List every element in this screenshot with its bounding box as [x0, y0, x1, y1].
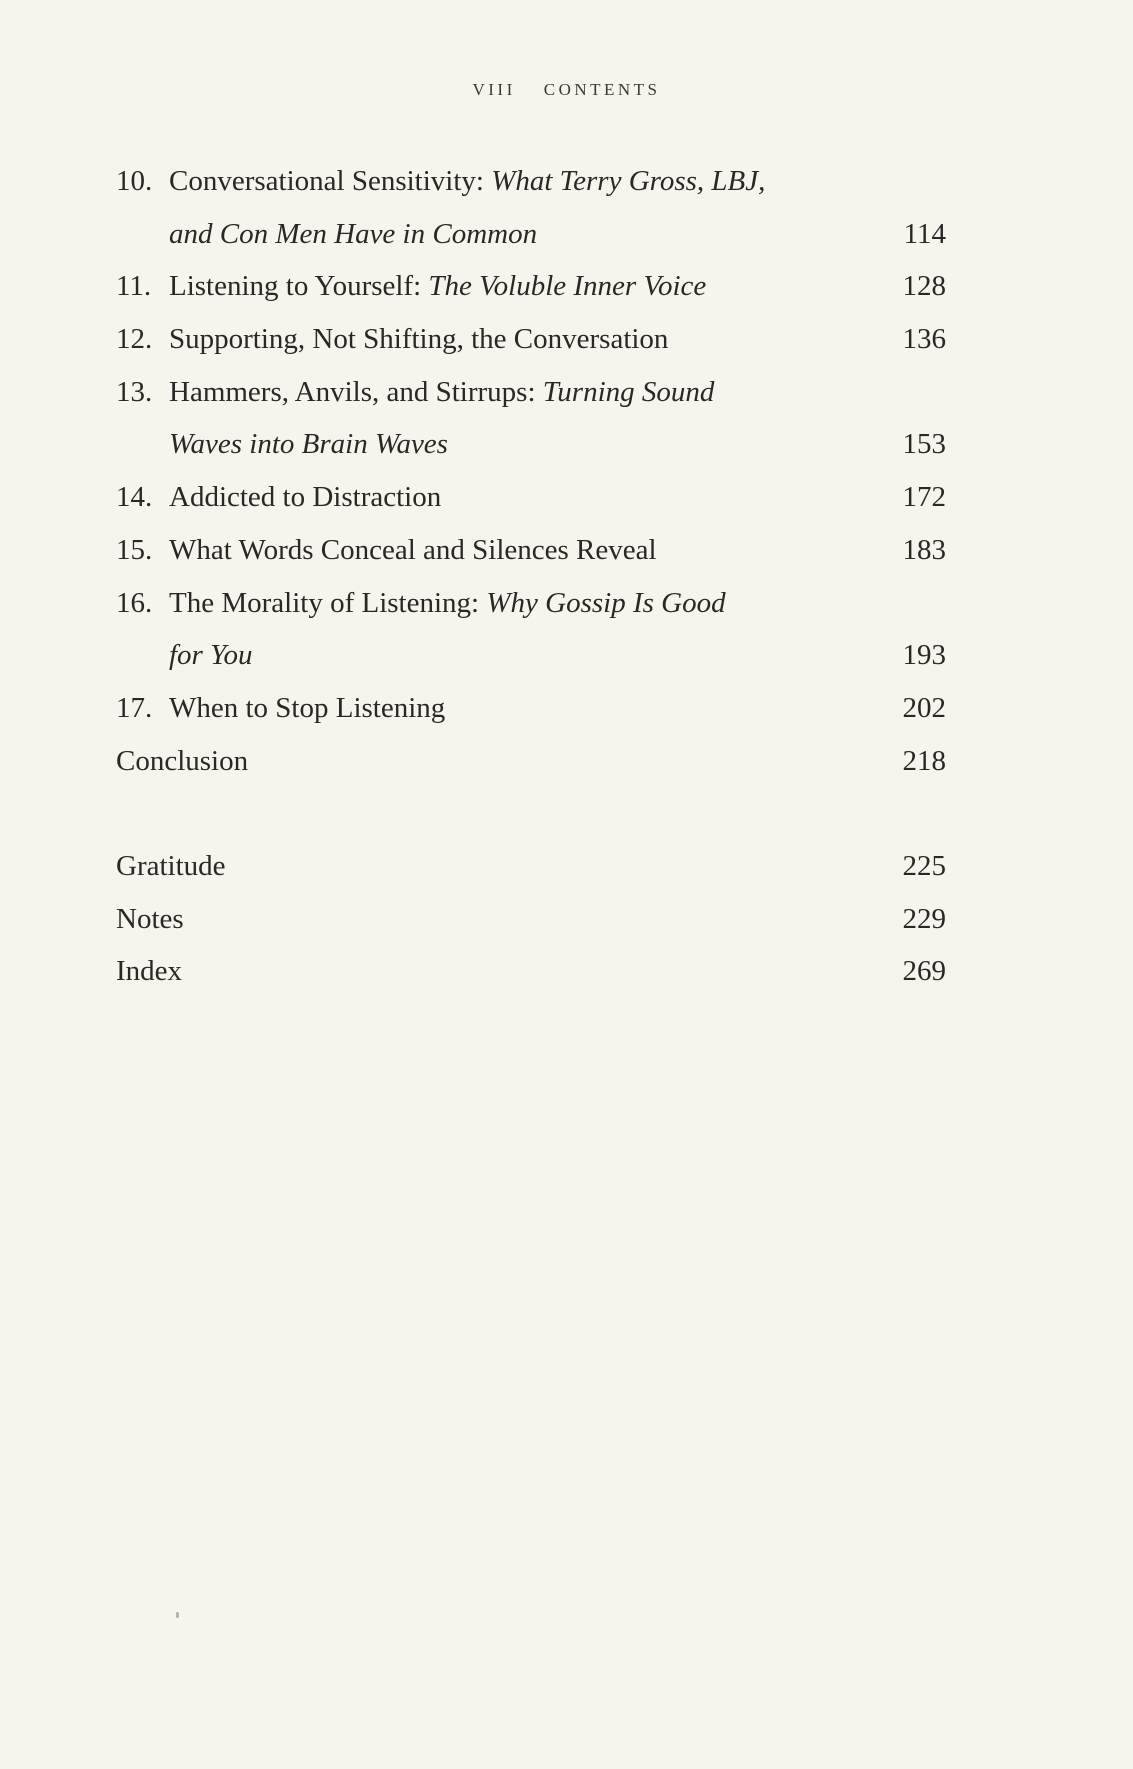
chapter-title: Supporting, Not Shifting, the Conversation	[169, 323, 669, 356]
chapter-number: 13.	[116, 375, 153, 408]
toc-entry-index	[116, 945, 946, 998]
page-number: 269	[902, 955, 946, 988]
chapter-title-continued: for You	[169, 639, 253, 672]
section-title: Notes	[116, 902, 184, 935]
page-number: 128	[902, 270, 946, 303]
page-number: 114	[903, 217, 946, 250]
chapter-title-continued: and Con Men Have in Common	[169, 217, 538, 250]
paper-speck	[176, 1612, 179, 1618]
section-title: Gratitude	[116, 849, 226, 882]
toc-entry-17	[116, 682, 946, 735]
page-number: 229	[902, 902, 946, 935]
chapter-title: Listening to Yourself: The Voluble Inner Voice	[169, 270, 707, 303]
toc-entry-notes	[116, 893, 946, 946]
running-head	[0, 80, 1133, 100]
toc-entry-conclusion	[116, 735, 946, 788]
toc-entry-13-continued	[116, 418, 946, 471]
toc-entry-16-continued	[116, 629, 946, 682]
chapter-number: 12.	[116, 323, 153, 356]
page-number: 218	[902, 744, 946, 777]
chapter-number: 11.	[116, 270, 152, 303]
chapter-title-continued: Waves into Brain Waves	[169, 428, 448, 461]
page-number: 225	[902, 849, 946, 882]
running-head-title: CONTENTS	[543, 80, 661, 99]
chapter-title: When to Stop Listening	[169, 691, 446, 724]
toc-entry-gratitude	[116, 840, 946, 893]
toc-entry-10-continued	[116, 208, 946, 261]
section-title: Conclusion	[116, 744, 249, 777]
chapter-title: Conversational Sensitivity: What Terry Gross, LBJ,	[169, 165, 766, 197]
chapter-title: What Words Conceal and Silences Reveal	[169, 533, 657, 566]
section-title: Index	[116, 955, 183, 988]
chapter-number: 10.	[116, 165, 153, 197]
page-number: 183	[902, 533, 946, 566]
page-number: 153	[902, 428, 946, 461]
chapter-title: The Morality of Listening: Why Gossip Is Good	[169, 586, 726, 619]
toc-entry-10	[116, 155, 946, 208]
chapter-title: Hammers, Anvils, and Stirrups: Turning Sound	[169, 375, 715, 408]
toc-entry-12	[116, 313, 946, 366]
chapter-number: 15.	[116, 533, 153, 566]
chapter-number: 17.	[116, 691, 153, 724]
toc-entry-11	[116, 260, 946, 313]
page-number: 172	[902, 481, 946, 514]
chapter-number: 14.	[116, 481, 153, 514]
chapter-number: 16.	[116, 586, 153, 619]
page-folio: VIII	[472, 80, 516, 99]
toc-entry-14	[116, 471, 946, 524]
toc-entry-13	[116, 366, 946, 419]
table-of-contents	[116, 155, 946, 998]
toc-entry-16	[116, 577, 946, 630]
toc-entry-15	[116, 524, 946, 577]
page-number: 136	[902, 323, 946, 356]
page-number: 193	[902, 639, 946, 672]
page-number: 202	[902, 691, 946, 724]
spacer	[116, 787, 946, 840]
chapter-title: Addicted to Distraction	[169, 481, 442, 514]
